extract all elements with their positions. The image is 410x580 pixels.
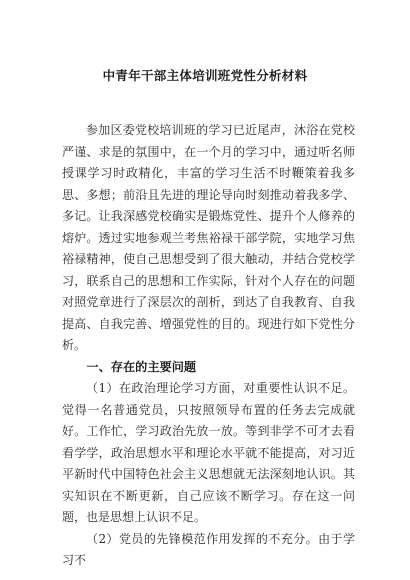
problem-item-2: （2）党员的先锋模范作用发挥的不充分。由于学习不 <box>62 531 355 567</box>
document-title: 中青年干部主体培训班党性分析材料 <box>102 68 308 83</box>
problem-item-1: （1）在政治理论学习方面，对重要性认识不足。觉得一名普通党员，只按照领导布置的任务去完成就好。工作忙，学习政治先放一放。等到非学不可才去看看学学，政治思想水平和理论水平就不能提高，对习近平新时代中国特色社会主义思想就无法深刻地认识。其实知识在不断更新，自己应该不断学习。存在这一问题，也是思想上认识不足。 <box>62 381 355 524</box>
section-heading-problems: 一、存在的主要问题 <box>86 359 197 374</box>
document-body <box>62 120 355 572</box>
intro-paragraph: 参加区委党校培训班的学习已近尾声，沐浴在党校严谨、求是的氛围中，在一个月的学习中，通过听名师授课学习时政精化，丰富的学习生活不时鞭策着我多思、多想；前沿且先进的理论导向时刻推动着我多学、多记。让我深感党校确实是锻炼党性、提升个人修养的熔炉。透过实地参观兰考焦裕禄干部学院，实地学习焦裕禄精神，使自己思想受到了很大触动，并结合党校学习，联系自己的思想和工作实际，针对个人存在的问题对照党章进行了深层次的剖析，到达了自我教育、自我提高、自我完善、增强党性的目的。现进行如下党性分析。 <box>62 123 355 352</box>
